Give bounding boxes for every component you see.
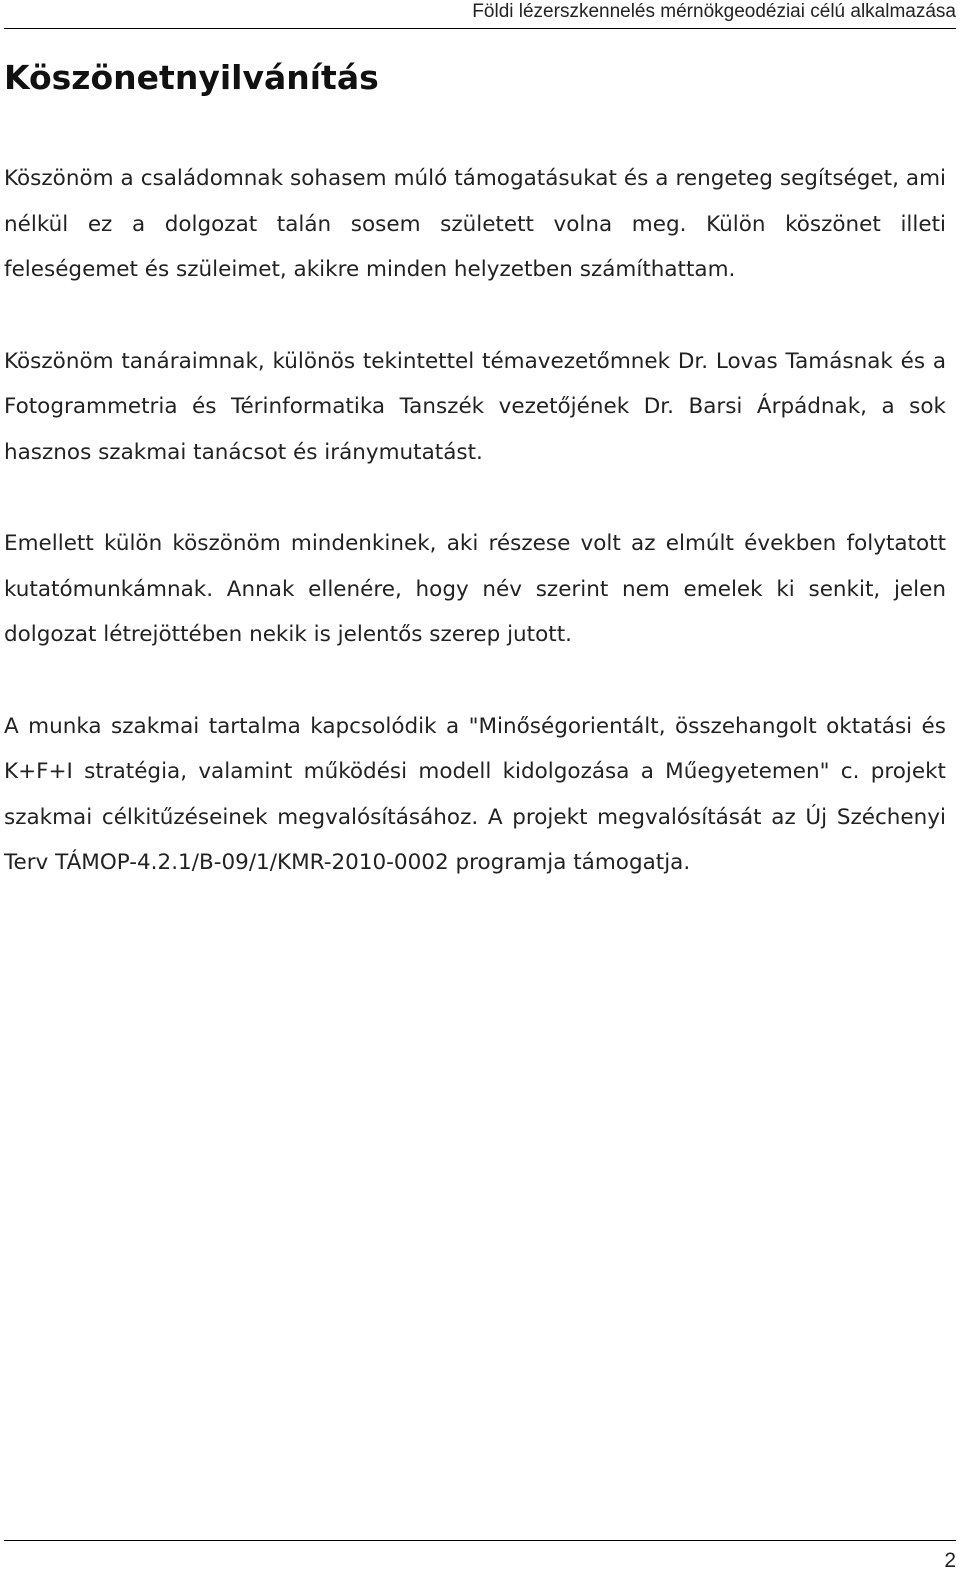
paragraph-family-thanks: Köszönöm a családomnak sohasem múló támogatásukat és a rengeteg segítséget, ami nélkül ez a dolgozat talán sosem született volna meg. Külön köszönet illeti feleségemet és szüleimet, akikre minden helyzetben számíthattam. <box>4 166 946 282</box>
paragraph-colleague-thanks: Emellett külön köszönöm mindenkinek, aki részese volt az elmúlt években folytatott kutatómunkámnak. Annak ellenére, hogy név szerint nem emelek ki senkit, jelen dolgozat létrejöttében nekik is jelentős szerep jutott. <box>4 531 946 647</box>
running-header <box>4 0 956 29</box>
running-footer <box>4 1540 956 1585</box>
running-header-title: Földi lézerszkennelés mérnökgeodéziai célú alkalmazása <box>472 1 956 22</box>
paragraph-teacher-thanks: Köszönöm tanáraimnak, különös tekintettel témavezetőmnek Dr. Lovas Tamásnak és a Fotogrammetria és Térinformatika Tanszék vezetőjének Dr. Barsi Árpádnak, a sok hasznos szakmai tanácsot és iránymutatást. <box>4 348 946 465</box>
body-text <box>4 156 946 886</box>
page-title: Köszönetnyilvánítás <box>4 58 379 97</box>
page-number: 2 <box>944 1549 956 1572</box>
paragraph-project-funding: A munka szakmai tartalma kapcsolódik a "Minőségorientált, összehangolt oktatási és K+F+I stratégia, valamint működési modell kidolgozása a Műegyetemen" c. projekt szakmai célkitűzéseinek megvalósításához. A projekt megvalósítását az Új Széchenyi Terv TÁMOP-4.2.1/B-09/1/KMR-2010-0002 programja támogatja. <box>4 713 946 875</box>
